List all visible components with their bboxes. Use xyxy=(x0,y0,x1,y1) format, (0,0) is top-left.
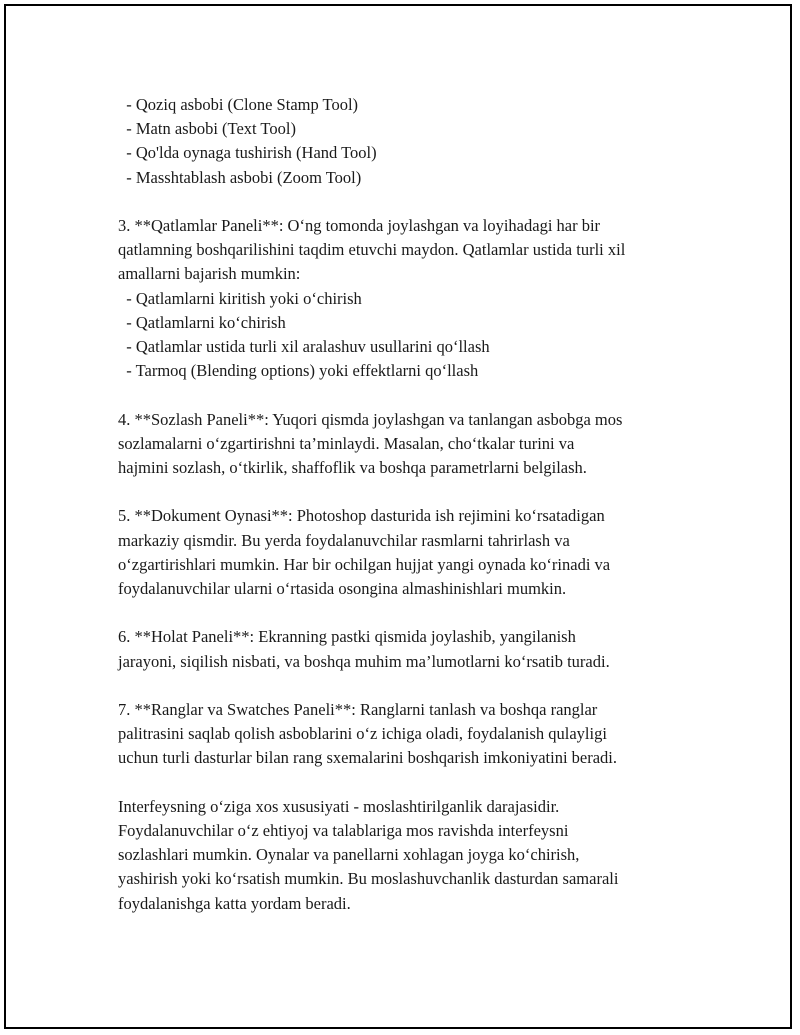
list-item-layers-blend-modes: - Qatlamlar ustida turli xil aralashuv usullarini qo‘llash xyxy=(118,337,490,357)
section-3-text-line: qatlamning boshqarilishini taqdim etuvchi maydon. Qatlamlar ustida turli xil xyxy=(118,240,626,260)
section-4-text-line: hajmini sozlash, o‘tkirlik, shaffoflik va boshqa parametrlarni belgilash. xyxy=(118,458,587,478)
section-3-heading-line: 3. **Qatlamlar Paneli**: O‘ng tomonda joylashgan va loyihadagi har bir xyxy=(118,216,601,235)
closing-paragraph-line: sozlashlari mumkin. Oynalar va panellarni xohlagan joyga ko‘chirish, xyxy=(118,845,580,865)
section-7-text-line: uchun turli dasturlar bilan rang sxemalarini boshqarish imkoniyatini beradi. xyxy=(118,748,618,768)
section-4-text-line: sozlamalarni o‘zgartirishni ta’minlaydi. Masalan, cho‘tkalar turini va xyxy=(118,433,575,453)
section-4-heading-line: 4. **Sozlash Paneli**: Yuqori qismda joylashgan va tanlangan asbobga mos xyxy=(118,409,623,429)
closing-paragraph-line: Interfeysning o‘ziga xos xususiyati - moslashtirilganlik darajasidir. xyxy=(118,796,560,816)
paragraph-spacer xyxy=(118,771,718,795)
section-5-heading-line: 5. **Dokument Oynasi**: Photoshop dasturida ish rejimini ko‘rsatadigan xyxy=(118,506,605,526)
list-item-clone-stamp: - Qoziq asbobi (Clone Stamp Tool) xyxy=(118,95,359,114)
section-3-text-line: amallarni bajarish mumkin: xyxy=(118,264,301,284)
list-item-text-tool: - Matn asbobi (Text Tool) xyxy=(118,119,296,139)
section-7-heading-line: 7. **Ranglar va Swatches Paneli**: Ranglarni tanlash va boshqa ranglar xyxy=(118,700,598,719)
list-item-layers-move: - Qatlamlarni ko‘chirish xyxy=(118,312,286,332)
section-6-text-line: jarayoni, siqilish nisbati, va boshqa muhim ma’lumotlarni ko‘rsatib turadi. xyxy=(118,651,610,671)
closing-paragraph-line: yashirish yoki ko‘rsatish mumkin. Bu moslashuvchanlik dasturdan samarali xyxy=(118,869,619,889)
document-body xyxy=(118,93,718,916)
list-item-layers-add-delete: - Qatlamlarni kiritish yoki o‘chirish xyxy=(118,288,362,308)
list-item-zoom-tool: - Masshtablash asbobi (Zoom Tool) xyxy=(118,167,362,187)
section-7-text-line: palitrasini saqlab qolish asboblarini o‘z ichiga oladi, foydalanish qulayligi xyxy=(118,724,607,744)
section-5-text-line: markaziy qismdir. Bu yerda foydalanuvchilar rasmlarni tahrirlash va xyxy=(118,530,570,550)
closing-paragraph-line: foydalanishga katta yordam beradi. xyxy=(118,893,351,913)
paragraph-spacer xyxy=(118,190,718,214)
list-item-layers-effects: - Tarmoq (Blending options) yoki effektlarni qo‘llash xyxy=(118,361,479,381)
paragraph-spacer xyxy=(118,674,718,698)
paragraph-spacer xyxy=(118,383,718,407)
list-item-hand-tool: - Qo'lda oynaga tushirish (Hand Tool) xyxy=(118,143,377,163)
paragraph-spacer xyxy=(118,601,718,625)
section-5-text-line: foydalanuvchilar ularni o‘rtasida osongina almashinishlari mumkin. xyxy=(118,579,567,599)
section-6-heading-line: 6. **Holat Paneli**: Ekranning pastki qismida joylashib, yangilanish xyxy=(118,627,576,647)
section-5-text-line: o‘zgartirishlari mumkin. Har bir ochilgan hujjat yangi oynada ko‘rinadi va xyxy=(118,554,611,574)
paragraph-spacer xyxy=(118,480,718,504)
closing-paragraph-line: Foydalanuvchilar o‘z ehtiyoj va talablariga mos ravishda interfeysni xyxy=(118,821,569,840)
